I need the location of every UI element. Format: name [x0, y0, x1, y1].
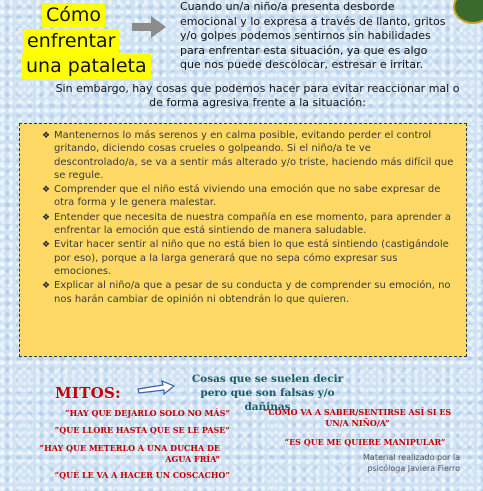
logo-seal-icon	[453, 0, 483, 24]
diamond-bullet-icon: ❖	[42, 185, 51, 196]
diamond-bullet-icon: ❖	[42, 212, 51, 223]
tip-item	[42, 238, 456, 278]
title-line-1: Cómo	[42, 3, 105, 28]
myth-left-1: “HAY QUE DEJARLO SOLO NO MÁS”	[65, 408, 230, 418]
title-line-3: una pataleta	[22, 54, 151, 79]
tip-item	[42, 129, 456, 182]
credit-text: Material realizado por la psicóloga Javiera Fierro	[363, 453, 460, 473]
myth-right-2: “ES QUE ME QUIERE MANIPULAR”	[284, 437, 446, 447]
tip-text: Evitar hacer sentir al niño que no está bien lo que está sintiendo (castigándole por eso), porque a la larga generará que no sepa cómo expresar sus emociones.	[54, 239, 449, 277]
subheading: Sin embargo, hay cosas que podemos hacer para evitar reaccionar mal o de forma agresiva frente a la situación:	[55, 82, 460, 109]
tips-list	[42, 129, 456, 306]
myth-left-2: “QUE LLORE HASTA QUE SE LE PASE”	[54, 425, 230, 435]
diamond-bullet-icon: ❖	[42, 240, 51, 251]
mitos-title: MITOS:	[55, 384, 122, 402]
tip-text: Mantenernos lo más serenos y en calma posible, evitando perder el control gritando, diciendo cosas crueles o golpeando. Si el niño/a te ve descontrolado/a, se va a sentir más alterado y/o triste, haciendo más difícil que se regule.	[54, 130, 454, 181]
tips-box	[19, 123, 467, 357]
tip-text: Comprender que el niño está viviendo una emoción que no sabe expresar de otra forma y le genera malestar.	[54, 184, 441, 209]
tip-text: Explicar al niño/a que a pesar de su conducta y de comprender su emoción, no nos harán cambiar de opinión ni obtendrán lo que quieren.	[54, 280, 451, 305]
mitos-subtitle: Cosas que se suelen decir pero que son falsas y/o dañinas	[191, 373, 344, 413]
intro-paragraph: Cuando un/a niño/a presenta desborde emocional y lo expresa a través de llanto, gritos y/o golpes podemos sentirnos sin habilidades para enfrentar esta situación, ya que es algo que nos puede descolocar, estresar e irritar.	[180, 0, 446, 71]
diamond-bullet-icon: ❖	[42, 131, 51, 141]
myth-left-3: “HAY QUE METERLO A UNA DUCHA DE AGUA FRÍA”	[39, 443, 220, 464]
myth-left-4: “QUÉ LE VA A HACER UN COSCACHO”	[54, 470, 230, 480]
title-line-2: enfrentar	[23, 29, 119, 54]
tip-item	[42, 183, 456, 210]
tip-text: Entender que necesita de nuestra compañía en ese momento, para aprender a enfrentar la emoción que está sintiendo de manera saludable.	[54, 211, 452, 237]
myth-right-1: “CÓMO VA A SABER/SENTIRSE ASÍ SI ES UN/A NIÑO/A”	[263, 407, 452, 428]
tip-item	[42, 211, 456, 238]
diamond-bullet-icon: ❖	[42, 281, 51, 292]
arrow-right-icon	[132, 16, 166, 38]
outline-arrow-icon	[137, 380, 175, 396]
tip-item	[42, 279, 456, 306]
